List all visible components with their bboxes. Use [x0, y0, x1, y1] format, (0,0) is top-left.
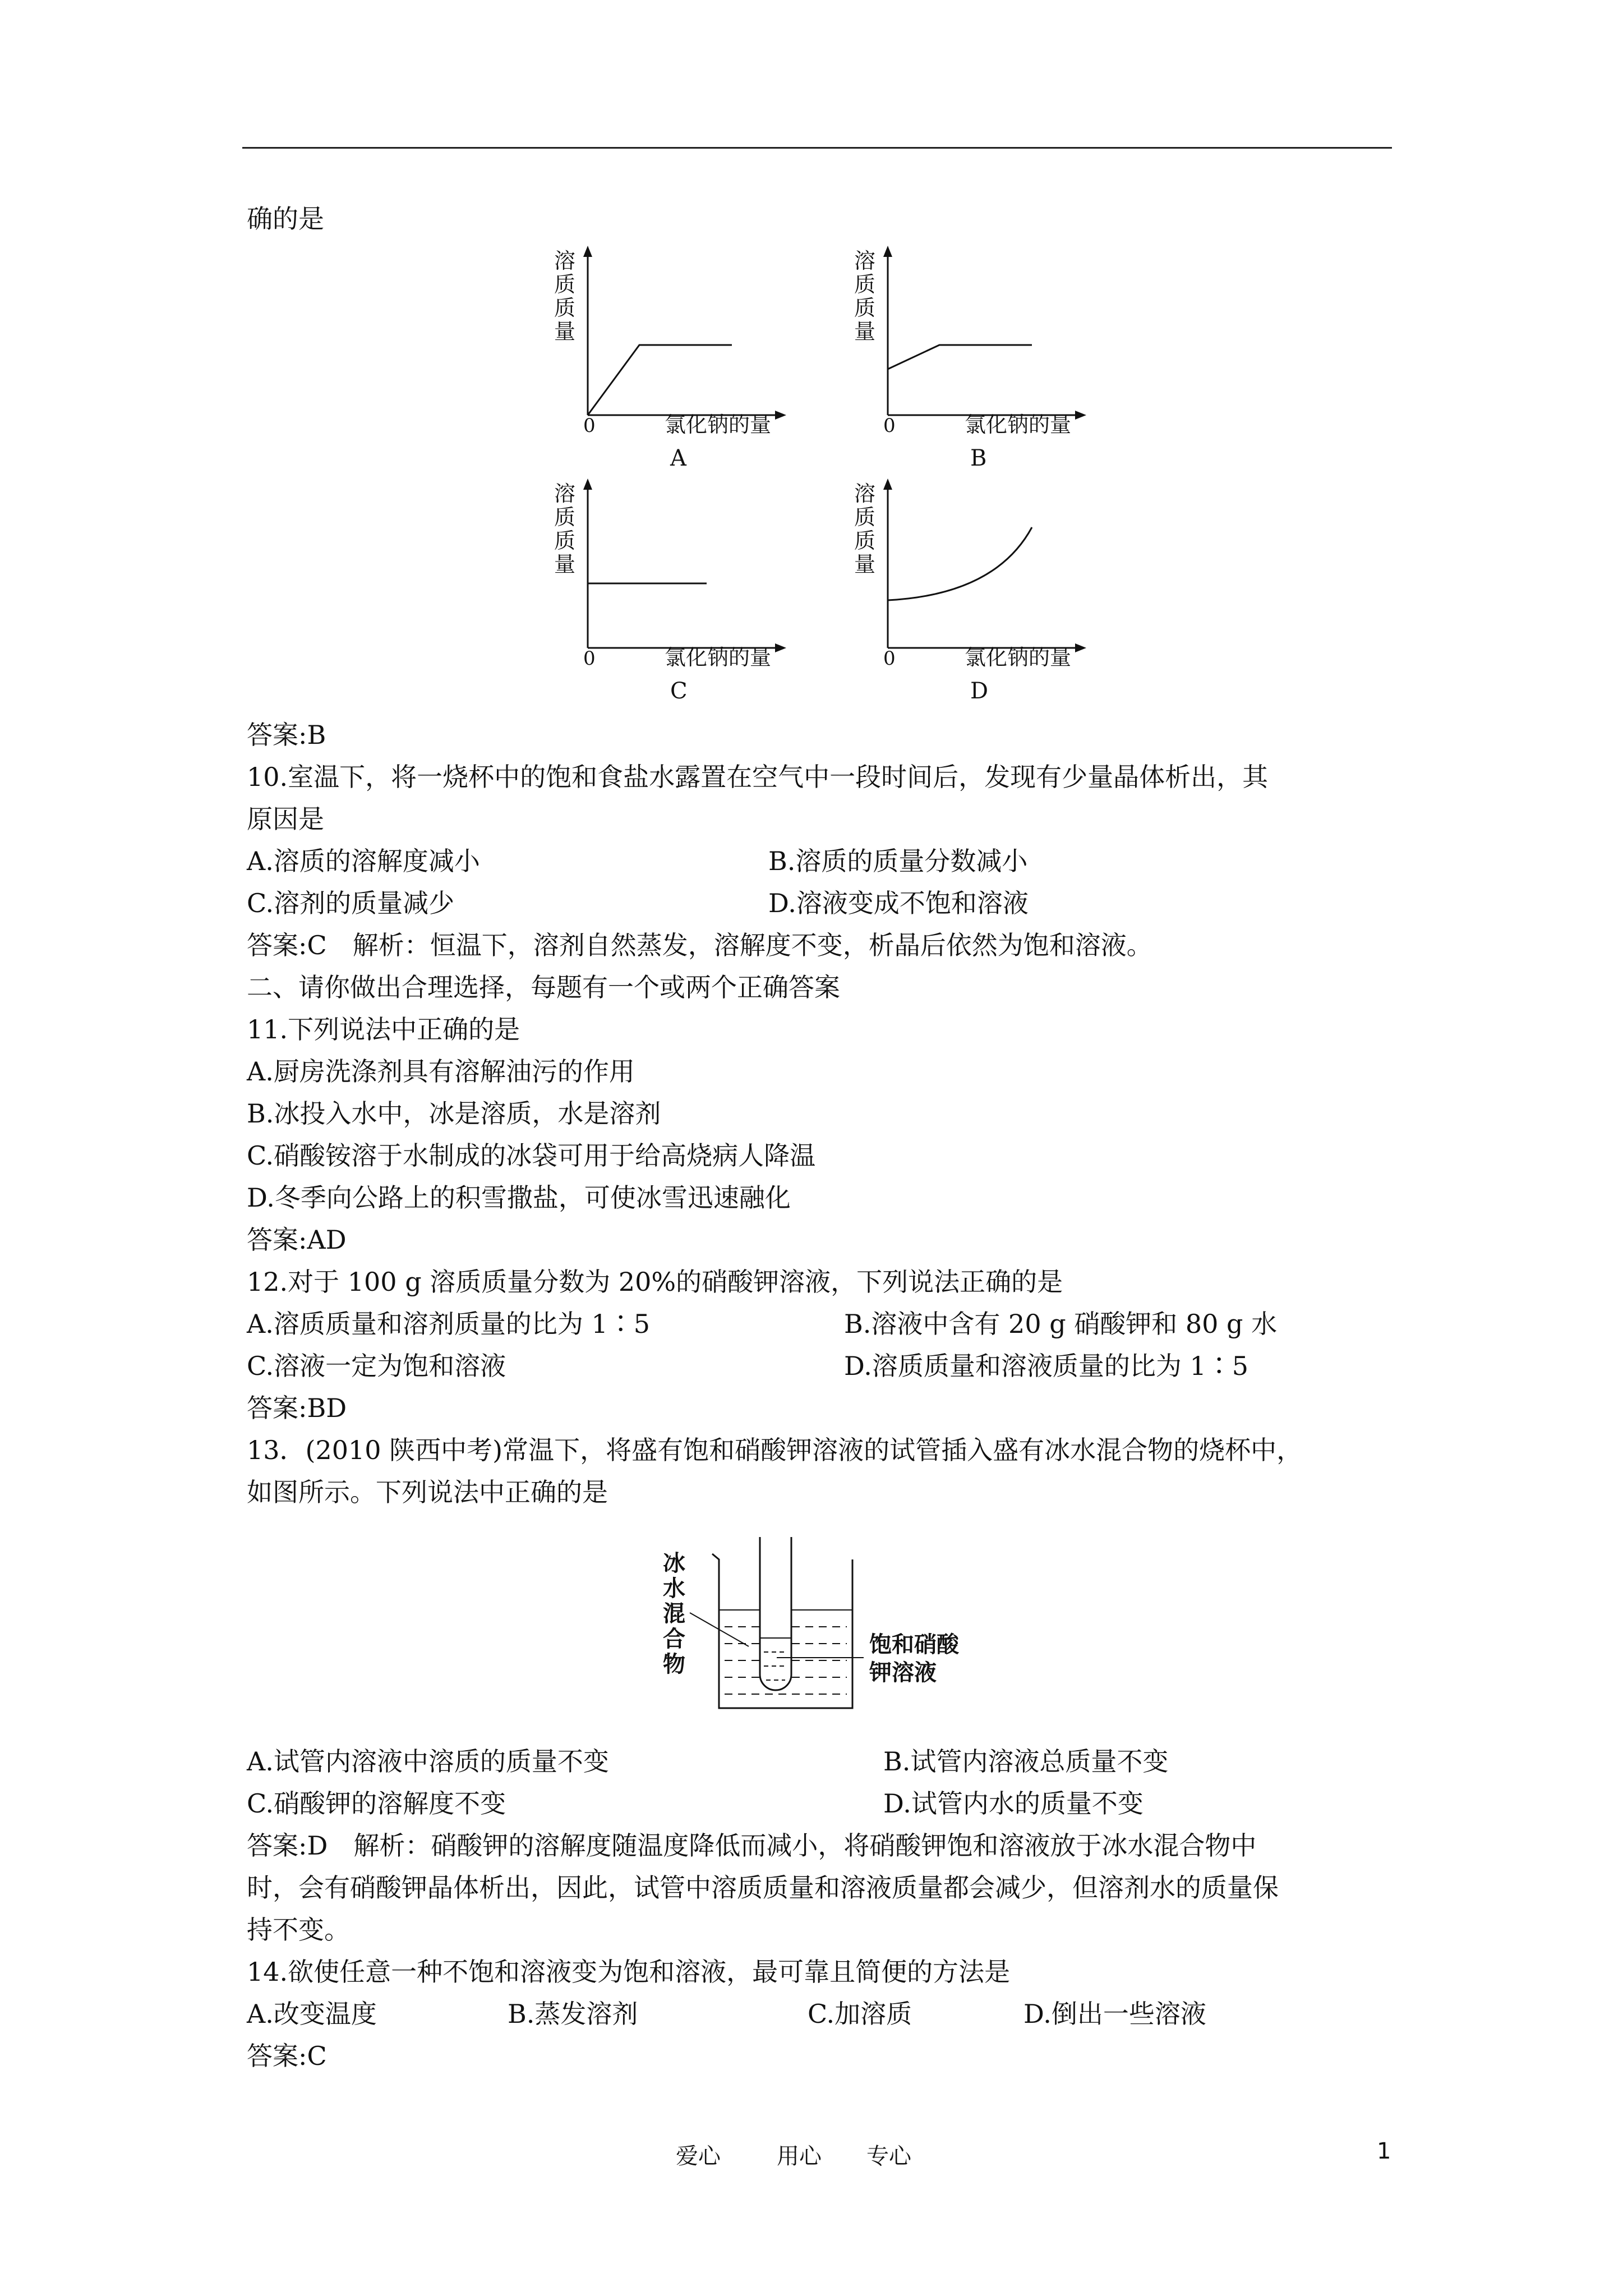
curve-d: [888, 527, 1032, 600]
q12-stem: 12.对于 100 g 溶质质量分数为 20%的硝酸钾溶液，下列说法正确的是: [247, 1267, 1063, 1297]
ylabel-char: 量: [854, 319, 876, 344]
xlabel: 氯化钠的量: [665, 412, 772, 437]
test-tube: [760, 1537, 791, 1690]
beaker-label-char: 冰: [663, 1550, 685, 1576]
graph-a: [538, 241, 796, 488]
q12-option-d: D.溶质质量和溶液质量的比为 1∶5: [844, 1351, 1249, 1381]
page-number: 1: [1377, 2138, 1391, 2164]
beaker-label-char: 混: [663, 1600, 685, 1627]
q13-stem-line1: 13．(2010 陕西中考)常温下，将盛有饱和硝酸钾溶液的试管插入盛有冰水混合物的烧杯中，: [247, 1435, 1303, 1465]
q10-option-d: D.溶液变成不饱和溶液: [768, 888, 1029, 918]
q12-option-a: A.溶质质量和溶剂质量的比为 1∶5: [247, 1309, 650, 1339]
q13-option-a: A.试管内溶液中溶质的质量不变: [247, 1746, 609, 1777]
graph-b: [838, 241, 1096, 488]
q10-answer: 答案:C 解析：恒温下，溶剂自然蒸发，溶解度不变，析晶后依然为饱和溶液。: [247, 930, 1152, 960]
ylabel-char: 溶: [554, 481, 576, 506]
q10-stem-line1: 10.室温下，将一烧杯中的饱和食盐水露置在空气中一段时间后，发现有少量晶体析出，其: [247, 762, 1269, 792]
ylabel-char: 量: [554, 319, 576, 344]
q11-stem: 11.下列说法中正确的是: [247, 1014, 520, 1045]
beaker-label-char: 合: [663, 1626, 685, 1652]
beaker-label-char: 水: [663, 1575, 685, 1602]
beaker-figure: [656, 1537, 993, 1722]
graph-label: D: [970, 678, 989, 704]
ylabel-char: 质: [854, 296, 876, 320]
ylabel-char: 质: [554, 296, 576, 320]
curve-a: [588, 345, 732, 415]
q14-stem: 14.欲使任意一种不饱和溶液变为饱和溶液，最可靠且简便的方法是: [247, 1957, 1011, 1987]
ylabel-char: 质: [854, 505, 876, 530]
ylabel-char: 质: [554, 272, 576, 297]
tube-label-line1: 饱和硝酸: [869, 1631, 959, 1658]
ylabel-char: 质: [554, 528, 576, 553]
q11-option-a: A.厨房洗涤剂具有溶解油污的作用: [247, 1056, 635, 1087]
q12-option-c: C.溶液一定为饱和溶液: [247, 1351, 506, 1381]
q11-option-c: C.硝酸铵溶于水制成的冰袋可用于给高烧病人降温: [247, 1140, 816, 1171]
q13-option-c: C.硝酸钾的溶解度不变: [247, 1788, 506, 1819]
q12-answer: 答案:BD: [247, 1393, 347, 1423]
curve-b: [888, 345, 1032, 369]
beaker-label-char: 物: [663, 1651, 685, 1677]
xlabel: 氯化钠的量: [965, 412, 1072, 437]
graph-d: [838, 474, 1096, 721]
origin-label: 0: [583, 647, 596, 670]
footer-motto-2: 用心: [777, 2143, 822, 2169]
q13-answer-line2: 时，会有硝酸钾晶体析出，因此，试管中溶质质量和溶液质量都会减少，但溶剂水的质量保: [247, 1872, 1279, 1903]
q10-option-a: A.溶质的溶解度减小: [247, 846, 480, 876]
q10-option-c: C.溶剂的质量减少: [247, 888, 455, 918]
q14-option-b: B.蒸发溶剂: [508, 1999, 638, 2029]
q13-option-d: D.试管内水的质量不变: [883, 1788, 1144, 1819]
xlabel: 氯化钠的量: [665, 645, 772, 670]
q9-answer: 答案:B: [247, 720, 326, 750]
q13-answer-line3: 持不变。: [247, 1915, 350, 1945]
q13-stem-line2: 如图所示。下列说法中正确的是: [247, 1477, 608, 1507]
q13-option-b: B.试管内溶液总质量不变: [883, 1746, 1169, 1777]
q13-answer-line1: 答案:D 解析：硝酸钾的溶解度随温度降低而减小，将硝酸钾饱和溶液放于冰水混合物中: [247, 1830, 1257, 1861]
q14-answer: 答案:C: [247, 2041, 327, 2071]
q14-option-c: C.加溶质: [808, 1999, 912, 2029]
ylabel-char: 量: [554, 552, 576, 577]
ylabel-char: 溶: [554, 249, 576, 273]
ylabel-char: 溶: [854, 249, 876, 273]
ylabel-char: 溶: [854, 481, 876, 506]
q10-stem-line2: 原因是: [247, 804, 324, 834]
q14-option-d: D.倒出一些溶液: [1023, 1999, 1206, 2029]
q14-option-a: A.改变温度: [247, 1999, 377, 2029]
graph-label: B: [970, 445, 987, 471]
q12-option-b: B.溶液中含有 20 g 硝酸钾和 80 g 水: [844, 1309, 1278, 1339]
q11-option-d: D.冬季向公路上的积雪撒盐，可使冰雪迅速融化: [247, 1182, 791, 1213]
origin-label: 0: [883, 415, 896, 437]
xlabel: 氯化钠的量: [965, 645, 1072, 670]
ylabel-char: 量: [854, 552, 876, 577]
ylabel-char: 质: [854, 528, 876, 553]
intro-text: 确的是: [247, 204, 324, 234]
footer-motto-3: 专心: [866, 2143, 911, 2169]
footer-motto-1: 爱心: [676, 2143, 721, 2169]
tube-label-line2: 钾溶液: [869, 1659, 937, 1686]
header-rule: [242, 147, 1392, 149]
ylabel-char: 质: [854, 272, 876, 297]
ylabel-char: 质: [554, 505, 576, 530]
graph-label: C: [670, 678, 688, 704]
graph-c: [538, 474, 796, 721]
graph-label: A: [670, 445, 686, 471]
q11-option-b: B.冰投入水中，冰是溶质，水是溶剂: [247, 1098, 661, 1129]
q11-answer: 答案:AD: [247, 1225, 347, 1255]
section-heading: 二、请你做出合理选择，每题有一个或两个正确答案: [247, 972, 840, 1002]
q10-option-b: B.溶质的质量分数减小: [768, 846, 1028, 876]
origin-label: 0: [883, 647, 896, 670]
origin-label: 0: [583, 415, 596, 437]
